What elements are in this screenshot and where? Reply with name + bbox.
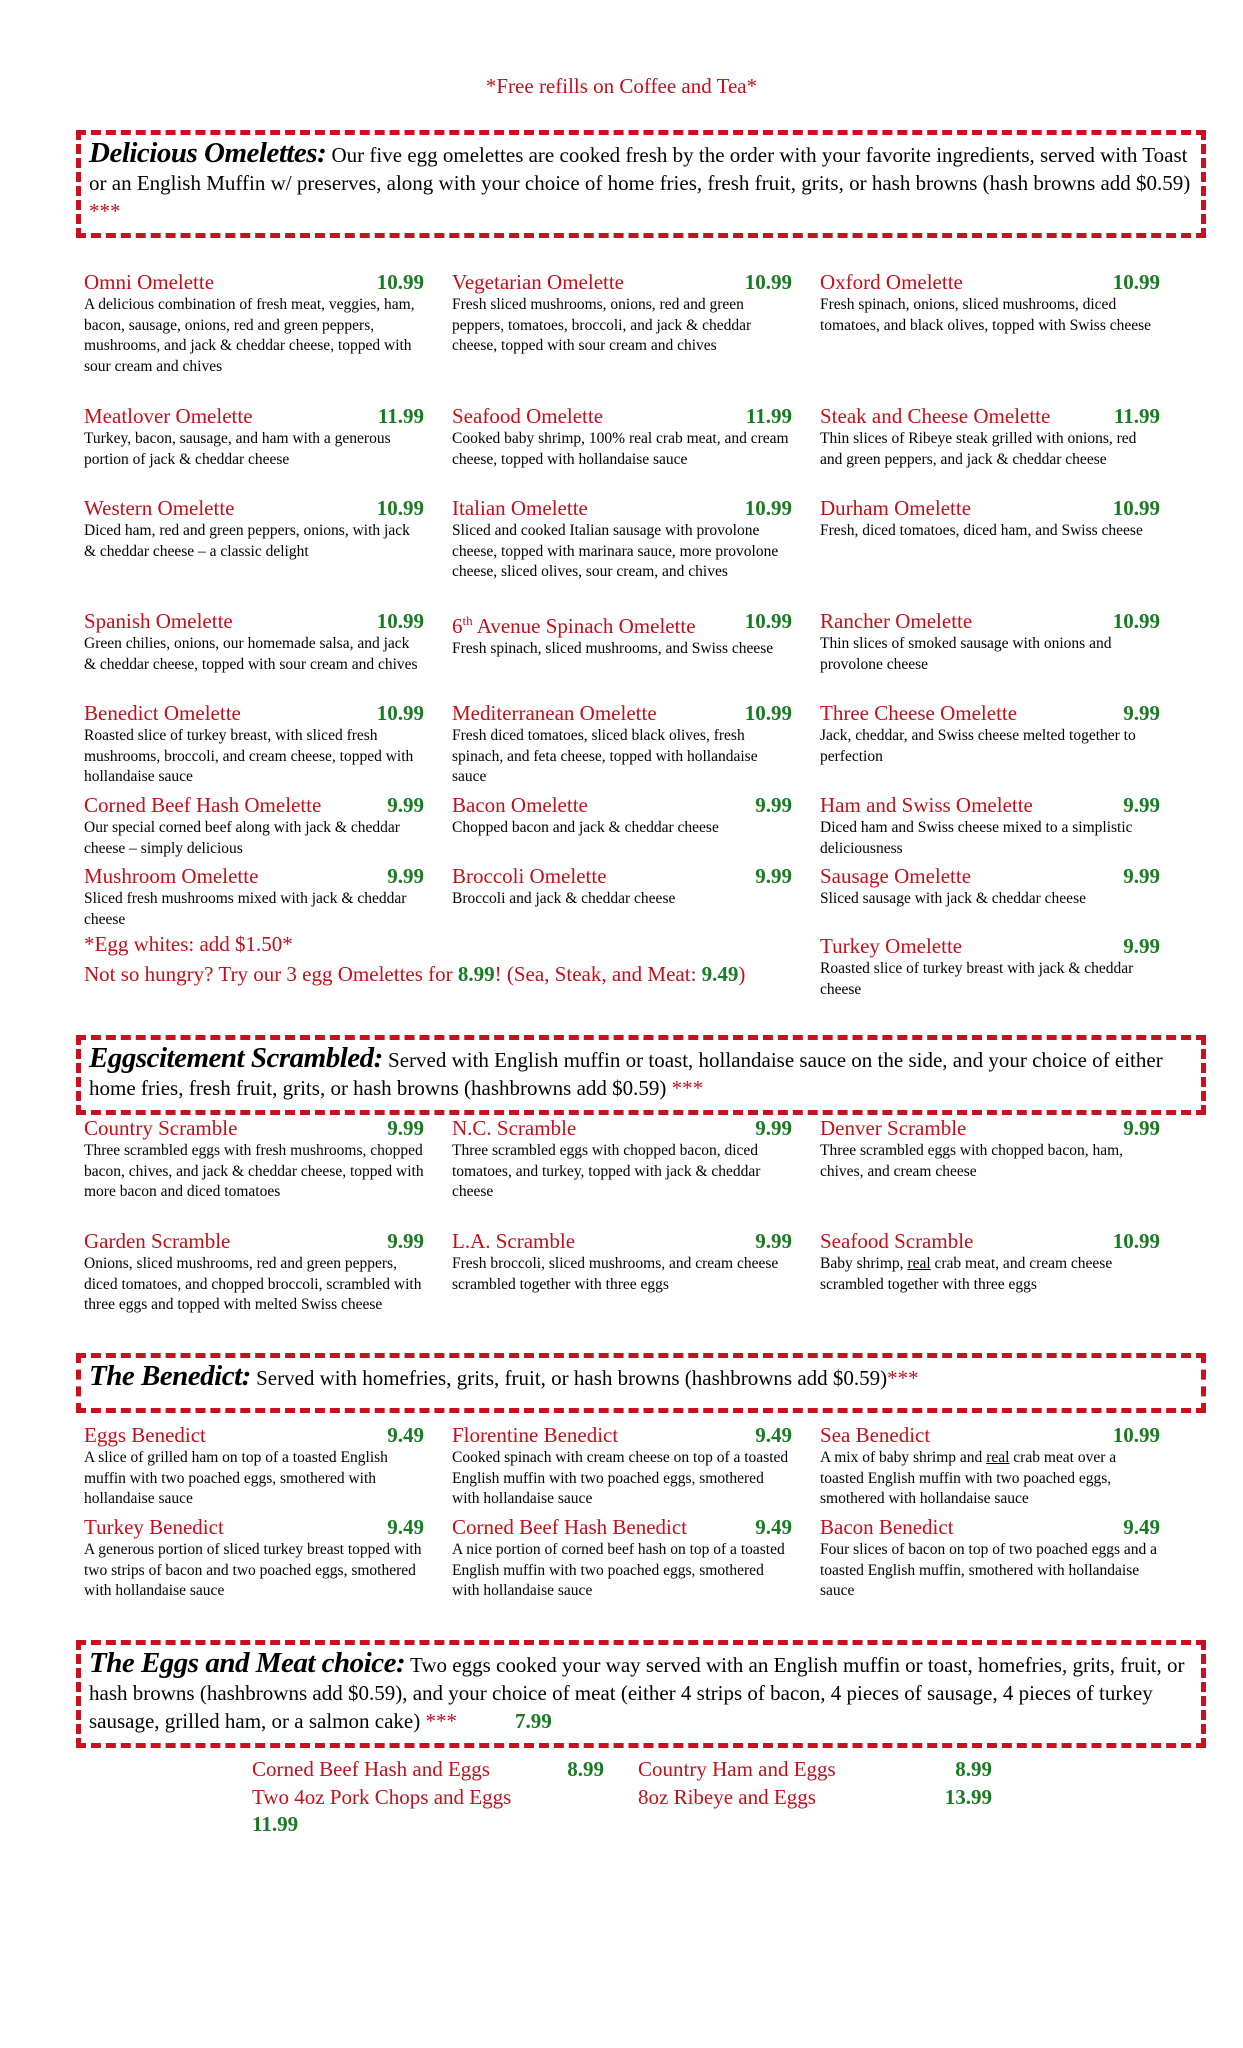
item-description: Diced ham and Swiss cheese mixed to a simplistic deliciousness: [820, 819, 1133, 857]
egg-whites-note: *Egg whites: add $1.50*: [84, 932, 293, 956]
item-price: 9.49: [755, 1515, 792, 1539]
item-price: 10.99: [1112, 270, 1160, 294]
menu-item: [252, 1784, 592, 1838]
item-name: Seafood Scramble: [820, 1229, 974, 1253]
scrambled-title: Eggscitement Scrambled:: [89, 1042, 383, 1074]
item-description: Sliced and cooked Italian sausage with provolone cheese, topped with marinara sauce, more provolone cheese, sliced olives, sour cream, and chives: [452, 522, 779, 580]
item-price: 9.99: [387, 793, 424, 817]
menu-item: [820, 1515, 1160, 1602]
menu-item: [820, 270, 1160, 336]
item-name: Western Omelette: [84, 496, 235, 520]
item-price: 9.49: [1123, 1515, 1160, 1539]
menu-item: [84, 1423, 424, 1510]
small-omelette-note: Not so hungry? Try our 3 egg Omelettes for 8.99! (Sea, Steak, and Meat: 9.49): [84, 962, 746, 986]
menu-item: [452, 793, 792, 839]
eggs-meat-stars: ***: [425, 1709, 457, 1733]
item-price: 10.99: [1112, 609, 1160, 633]
item-description: Jack, cheddar, and Swiss cheese melted together to perfection: [820, 727, 1136, 765]
item-name: L.A. Scramble: [452, 1229, 576, 1253]
item-description: Three scrambled eggs with chopped bacon, ham, chives, and cream cheese: [820, 1142, 1124, 1180]
menu-item: [452, 1116, 792, 1203]
menu-item: [820, 864, 1160, 910]
item-price: 10.99: [1112, 1423, 1160, 1447]
scrambled-stars: ***: [671, 1076, 704, 1100]
menu-item: [820, 934, 1160, 1000]
eggs-meat-title: The Eggs and Meat choice:: [89, 1647, 406, 1679]
item-name: Italian Omelette: [452, 496, 588, 520]
item-name: N.C. Scramble: [452, 1116, 577, 1140]
item-name: Rancher Omelette: [820, 609, 973, 633]
item-name: Bacon Benedict: [820, 1515, 954, 1539]
item-description: Fresh spinach, onions, sliced mushrooms, diced tomatoes, and black olives, topped with Swiss cheese: [820, 296, 1152, 334]
item-name: Corned Beef Hash and Eggs: [252, 1757, 490, 1781]
item-description: Three scrambled eggs with chopped bacon, diced tomatoes, and turkey, topped with jack & cheddar cheese: [452, 1142, 761, 1200]
item-price: 11.99: [252, 1812, 299, 1836]
menu-item: [84, 1229, 424, 1316]
free-refills-note: *Free refills on Coffee and Tea*: [485, 74, 758, 98]
menu-item: [638, 1784, 992, 1811]
menu-item: [820, 793, 1160, 859]
item-name: Denver Scramble: [820, 1116, 967, 1140]
item-name: Sea Benedict: [820, 1423, 931, 1447]
menu-item: [820, 496, 1160, 542]
item-price: 9.49: [387, 1515, 424, 1539]
menu-item: [820, 1423, 1160, 1510]
item-price: 11.99: [377, 404, 424, 428]
item-name: Steak and Cheese Omelette: [820, 404, 1051, 428]
item-price: 9.99: [1123, 934, 1160, 958]
item-description: Fresh broccoli, sliced mushrooms, and cream cheese scrambled together with three eggs: [452, 1255, 779, 1293]
item-description: Four slices of bacon on top of two poached eggs and a toasted English muffin, smothered with hollandaise sauce: [820, 1541, 1158, 1599]
item-price: 9.49: [387, 1423, 424, 1447]
menu-item: [84, 1116, 424, 1203]
item-description: Baby shrimp, real crab meat, and cream cheese scrambled together with three eggs: [820, 1255, 1113, 1293]
item-name: Turkey Benedict: [84, 1515, 224, 1539]
menu-item: [638, 1756, 992, 1783]
item-description: Roasted slice of turkey breast with jack & cheddar cheese: [820, 960, 1134, 998]
item-price: 10.99: [376, 701, 424, 725]
item-name: Seafood Omelette: [452, 404, 604, 428]
item-price: 11.99: [745, 404, 792, 428]
item-name: Eggs Benedict: [84, 1423, 206, 1447]
menu-item: [452, 1229, 792, 1295]
benedict-stars: ***: [887, 1366, 919, 1390]
item-name: Corned Beef Hash Benedict: [452, 1515, 688, 1539]
menu-item: [820, 1229, 1160, 1295]
item-name: Mediterranean Omelette: [452, 701, 657, 725]
menu-item: [452, 609, 792, 660]
item-price: 10.99: [376, 270, 424, 294]
item-description: Green chilies, onions, our homemade salsa, and jack & cheddar cheese, topped with sour cream and chives: [84, 635, 418, 673]
item-name: Country Ham and Eggs: [638, 1757, 836, 1781]
item-price: 10.99: [744, 270, 792, 294]
menu-item: [452, 404, 792, 470]
eggs-meat-header-box: [76, 1640, 1206, 1748]
item-name: Two 4oz Pork Chops and Eggs: [252, 1785, 512, 1809]
menu-item: [820, 404, 1160, 470]
item-name: Bacon Omelette: [452, 793, 588, 817]
item-name: Vegetarian Omelette: [452, 270, 624, 294]
item-name: Three Cheese Omelette: [820, 701, 1018, 725]
scrambled-intro: Served with English muffin or toast, hollandaise sauce on the side, and your choice of either home fries, fresh fruit, grits, or hash browns (hashbrowns add $0.59): [89, 1048, 1163, 1100]
item-description: Diced ham, red and green peppers, onions, with jack & cheddar cheese – a classic delight: [84, 522, 410, 560]
item-name: Ham and Swiss Omelette: [820, 793, 1033, 817]
item-price: 9.99: [1123, 864, 1160, 888]
item-price: 11.99: [1113, 404, 1160, 428]
item-description: A slice of grilled ham on top of a toasted English muffin with two poached eggs, smothered with hollandaise sauce: [84, 1449, 388, 1507]
menu-item: [84, 864, 424, 930]
item-description: A mix of baby shrimp and real crab meat over a toasted English muffin with two poached eggs, smothered with hollandaise sauce: [820, 1449, 1117, 1507]
item-name: Durham Omelette: [820, 496, 972, 520]
item-price: 10.99: [376, 496, 424, 520]
scrambled-header-box: [76, 1035, 1206, 1115]
item-description: Sliced sausage with jack & cheddar cheese: [820, 890, 1086, 907]
menu-item: [820, 609, 1160, 675]
menu-item: [452, 864, 792, 910]
menu-item: [452, 1423, 792, 1510]
item-name: Benedict Omelette: [84, 701, 241, 725]
menu-item: [84, 270, 424, 377]
item-description: Turkey, bacon, sausage, and ham with a generous portion of jack & cheddar cheese: [84, 430, 391, 468]
item-description: Our special corned beef along with jack & cheddar cheese – simply delicious: [84, 819, 400, 857]
item-description: A delicious combination of fresh meat, veggies, ham, bacon, sausage, onions, red and green peppers, mushrooms, and jack & cheddar cheese, topped with sour cream and chives: [84, 296, 415, 375]
item-price: 9.49: [755, 1423, 792, 1447]
menu-item: [84, 496, 424, 562]
item-name: Spanish Omelette: [84, 609, 233, 633]
item-description: Roasted slice of turkey breast, with sliced fresh mushrooms, broccoli, and cream cheese, topped with hollandaise sauce: [84, 727, 414, 785]
item-description: Thin slices of Ribeye steak grilled with onions, red and green peppers, and jack & cheddar cheese: [820, 430, 1137, 468]
benedict-intro: Served with homefries, grits, fruit, or hash browns (hashbrowns add $0.59): [250, 1366, 888, 1390]
item-price: 10.99: [744, 609, 792, 633]
item-description: A nice portion of corned beef hash on top of a toasted English muffin with two poached eggs, smothered with hollandaise sauce: [452, 1541, 785, 1599]
item-name: Sausage Omelette: [820, 864, 972, 888]
menu-item: [84, 404, 424, 470]
item-price: 9.99: [387, 1229, 424, 1253]
item-name: Florentine Benedict: [452, 1423, 619, 1447]
item-name: Garden Scramble: [84, 1229, 231, 1253]
item-name: Country Scramble: [84, 1116, 238, 1140]
item-description: Cooked spinach with cream cheese on top of a toasted English muffin with two poached eggs, smothered with hollandaise sauce: [452, 1449, 789, 1507]
menu-item: [452, 1515, 792, 1602]
item-price: 10.99: [744, 701, 792, 725]
eggs-meat-price: 7.99: [514, 1709, 552, 1733]
item-name: 8oz Ribeye and Eggs: [638, 1785, 816, 1809]
item-price: 9.99: [1123, 793, 1160, 817]
item-name: Mushroom Omelette: [84, 864, 259, 888]
item-description: Cooked baby shrimp, 100% real crab meat, and cream cheese, topped with hollandaise sauce: [452, 430, 789, 468]
item-price: 9.99: [387, 1116, 424, 1140]
omelettes-stars: ***: [89, 199, 121, 223]
item-description: Sliced fresh mushrooms mixed with jack & cheddar cheese: [84, 890, 407, 928]
item-price: 10.99: [1112, 496, 1160, 520]
item-price: 9.99: [755, 1229, 792, 1253]
item-price: 13.99: [944, 1785, 992, 1809]
item-price: 9.99: [387, 864, 424, 888]
item-description: Fresh diced tomatoes, sliced black olives, fresh spinach, and feta cheese, topped with hollandaise sauce: [452, 727, 758, 785]
omelettes-intro: Our five egg omelettes are cooked fresh by the order with your favorite ingredients, served with Toast or an English Muffin w/ preserves, along with your choice of home fries, fresh fruit, grits, or hash browns (hash browns add $0.59): [89, 143, 1191, 195]
item-name: Oxford Omelette: [820, 270, 963, 294]
item-price: 9.99: [1123, 701, 1160, 725]
item-name: Meatlover Omelette: [84, 404, 253, 428]
menu-item: [452, 701, 792, 788]
menu-item: [452, 270, 792, 357]
item-description: Fresh, diced tomatoes, diced ham, and Swiss cheese: [820, 522, 1143, 539]
item-name: Turkey Omelette: [820, 934, 963, 958]
menu-item: [252, 1756, 604, 1783]
item-description: Fresh spinach, sliced mushrooms, and Swiss cheese: [452, 640, 774, 657]
benedict-title: The Benedict:: [89, 1360, 251, 1392]
benedict-header-box: [76, 1353, 1206, 1413]
item-description: Fresh sliced mushrooms, onions, red and green peppers, tomatoes, broccoli, and jack & cheddar cheese, topped with sour cream and chives: [452, 296, 752, 354]
item-description: Chopped bacon and jack & cheddar cheese: [452, 819, 719, 836]
eggs-meat-intro: Two eggs cooked your way served with an English muffin or toast, homefries, grits, fruit, or hash browns (hashbrowns add $0.59), and your choice of meat (either 4 strips of bacon, 4 pieces of sausage, 4 pieces of turkey sausage, grilled ham, or a salmon cake): [89, 1653, 1185, 1733]
item-description: Broccoli and jack & cheddar cheese: [452, 890, 676, 907]
omelettes-title: Delicious Omelettes:: [89, 137, 327, 169]
item-description: Three scrambled eggs with fresh mushrooms, chopped bacon, chives, and jack & cheddar cheese, topped with more bacon and diced tomatoes: [84, 1142, 424, 1200]
item-name: Corned Beef Hash Omelette: [84, 793, 322, 817]
omelettes-header-box: [76, 130, 1206, 238]
menu-item: [84, 793, 424, 859]
item-name: Broccoli Omelette: [452, 864, 607, 888]
item-price: 8.99: [567, 1757, 604, 1781]
item-price: 10.99: [376, 609, 424, 633]
item-description: Onions, sliced mushrooms, red and green peppers, diced tomatoes, and chopped broccoli, scrambled with three eggs and topped with melted Swiss cheese: [84, 1255, 422, 1313]
menu-item: [84, 609, 424, 675]
item-price: 10.99: [744, 496, 792, 520]
item-price: 8.99: [955, 1757, 992, 1781]
item-name: 6th Avenue Spinach Omelette: [452, 613, 696, 638]
item-price: 10.99: [1112, 1229, 1160, 1253]
menu-item: [820, 701, 1160, 767]
menu-item: [452, 496, 792, 583]
item-name: Omni Omelette: [84, 270, 215, 294]
item-price: 9.99: [755, 1116, 792, 1140]
item-description: A generous portion of sliced turkey breast topped with two strips of bacon and two poached eggs, smothered with hollandaise sauce: [84, 1541, 422, 1599]
menu-item: [84, 701, 424, 788]
menu-item: [820, 1116, 1160, 1182]
item-price: 9.99: [755, 864, 792, 888]
item-price: 9.99: [1123, 1116, 1160, 1140]
item-price: 9.99: [755, 793, 792, 817]
menu-item: [84, 1515, 424, 1602]
item-description: Thin slices of smoked sausage with onions and provolone cheese: [820, 635, 1112, 673]
